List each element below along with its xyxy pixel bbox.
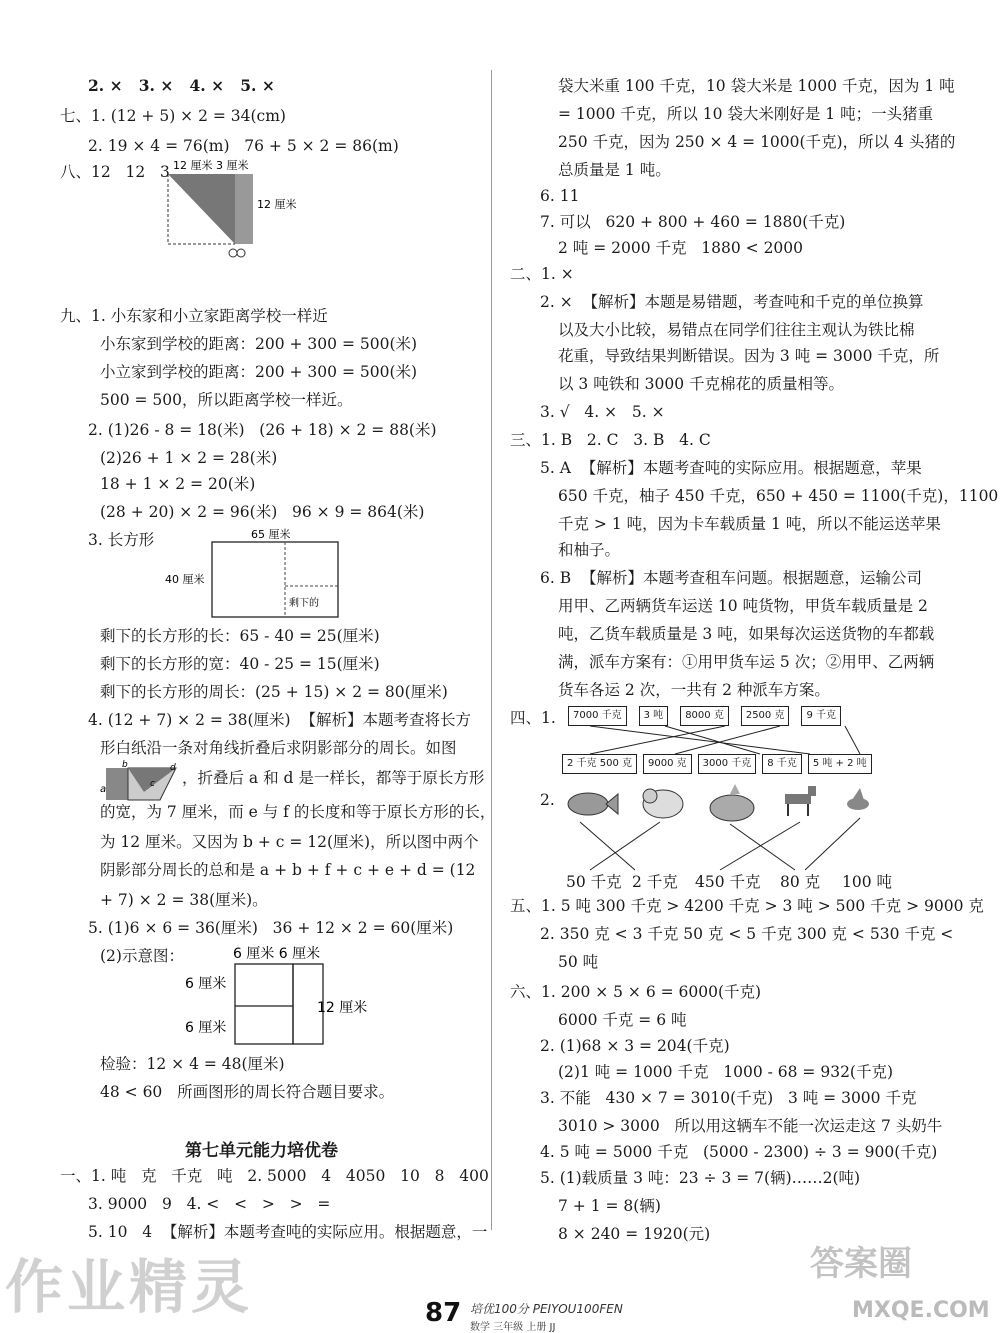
match-box: 7000 千克 (568, 706, 627, 726)
answer-line: + 7) × 2 = 38(厘米)。 (100, 891, 268, 909)
answer-line: 七、1. (12 + 5) × 2 = 34(cm) (60, 107, 286, 125)
answer-line: 的宽，为 7 厘米，而 e 与 f 的长度和等于原长方形的长， (100, 803, 496, 821)
page-number: 87 (425, 1298, 462, 1328)
answer-line: 6000 千克 = 6 吨 (558, 1011, 687, 1029)
match-box: 8000 克 (680, 706, 729, 726)
fold-figure-8 (165, 156, 297, 266)
answer-line: 2. (540, 791, 555, 809)
fig5-right-label: 12 厘米 (317, 1000, 368, 1016)
answer-line: 满，派车方案有：①用甲货车运 5 次；②用甲、乙两辆 (558, 653, 935, 671)
answer-line: 用甲、乙两辆货车运送 10 吨货物，甲货车载质量是 2 (558, 597, 928, 615)
answer-line: 小东家到学校的距离：200 + 300 = 500(米) (100, 335, 418, 353)
answer-line: 九、1. 小东家和小立家距离学校一样近 (60, 307, 328, 325)
answer-line: 5. 10 4 【解析】本题考查吨的实际应用。根据题意，一 (88, 1223, 488, 1241)
answer-line: 7 + 1 = 8(辆) (558, 1197, 661, 1215)
answer-line: (28 + 20) × 2 = 96(米) 96 × 9 = 864(米) (100, 503, 425, 521)
answer-line: 花重，导致结果判断错误。因为 3 吨 = 3000 千克，所 (558, 347, 940, 365)
answer-line: 小立家到学校的距离：200 + 300 = 500(米) (100, 363, 418, 381)
match-box: 2 千克 500 克 (562, 754, 637, 774)
answer-line: 八、12 12 3 (60, 163, 170, 181)
weight-label: 450 千克 (695, 873, 761, 891)
answer-line: 2. 350 克 < 3 千克 50 克 < 5 千克 300 克 < 530 千克 < (540, 925, 954, 943)
answer-line: 和柚子。 (558, 541, 621, 559)
svg-text:b: b (122, 760, 128, 770)
answer-line: 50 吨 (558, 953, 599, 971)
answer-line: 6. B 【解析】本题考查租车问题。根据题意，运输公司 (540, 569, 922, 587)
match-box: 9 千克 (801, 706, 841, 726)
answer-line: (2)1 吨 = 1000 千克 1000 - 68 = 932(千克) (558, 1063, 894, 1081)
answer-line: 5. (1)载质量 3 吨：23 ÷ 3 = 7(辆)……2(吨) (540, 1169, 861, 1187)
watermark-url: MXQE.COM (852, 1298, 990, 1323)
answer-line: 4. 5 吨 = 5000 千克 (5000 - 2300) ÷ 3 = 900(千克) (540, 1143, 938, 1161)
answer-line: 2 吨 = 2000 千克 1880 < 2000 (558, 239, 804, 257)
shaded-triangle (168, 174, 235, 244)
answer-line: 3. 9000 9 4. < < > > = (88, 1195, 331, 1213)
answer-line: (2)示意图： (100, 947, 184, 965)
answer-line: 2. (1)26 - 8 = 18(米) (26 + 18) × 2 = 88(米) (88, 421, 437, 439)
match-lines (560, 726, 890, 756)
answer-line: 3. 不能 430 × 7 = 3010(千克) 3 吨 = 3000 千克 (540, 1089, 917, 1107)
answer-line: 总质量是 1 吨。 (558, 161, 671, 179)
answer-line: 吨，乙货车载质量是 3 吨，如果每次运送货物的车都载 (558, 625, 935, 643)
answer-line: 货车各运 2 次，一共有 2 种派车方案。 (558, 681, 830, 699)
weight-label: 80 克 (780, 873, 821, 891)
answer-line: 4. (12 + 7) × 2 = 38(厘米) 【解析】本题考查将长方 (88, 711, 471, 729)
answer-line: 一、1. 吨 克 千克 吨 2. 5000 4 4050 10 8 400 (60, 1167, 489, 1185)
answer-line: 2. (1)68 × 3 = 204(千克) (540, 1037, 730, 1055)
answer-line: 5. A 【解析】本题考查吨的实际应用。根据题意，苹果 (540, 459, 922, 477)
answer-line: 18 + 1 × 2 = 20(米) (100, 475, 256, 493)
book-info: 数学 三年级 上册 JJ (470, 1322, 556, 1333)
pig-icon (643, 789, 683, 818)
fig8-side-label: 12 厘米 (257, 198, 297, 211)
fish-icon (568, 793, 618, 815)
bird-icon (847, 788, 869, 810)
answer-line: 500 = 500，所以距离学校一样近。 (100, 391, 353, 409)
answer-line: 8 × 240 = 1920(元) (558, 1225, 711, 1243)
shaded-strip (235, 174, 253, 244)
answer-line: 为 12 厘米。又因为 b + c = 12(厘米)，所以图中两个 (100, 833, 479, 851)
answer-line: 2. × 3. × 4. × 5. × (88, 76, 275, 95)
answer-line: 以 3 吨铁和 3000 千克棉花的质量相等。 (558, 375, 845, 393)
match-box: 5 吨 + 2 吨 (808, 754, 872, 774)
watermark-right: 答案圈 (810, 1244, 912, 1284)
match-box: 3000 千克 (698, 754, 757, 774)
answer-line: 剩下的长方形的长：65 - 40 = 25(厘米) (100, 627, 380, 645)
answer-line: 阴影部分周长的总和是 a + b + f + c + e + d = (12 (100, 861, 476, 879)
answer-line: 250 千克，因为 250 × 4 = 1000(千克)，所以 4 头猪的 (558, 133, 956, 151)
answer-line: 千克 > 1 吨，因为卡车载质量 1 吨，所以不能运送苹果 (558, 515, 941, 533)
section-title: 第七单元能力培优卷 (185, 1141, 338, 1161)
rectangle-figure (165, 528, 345, 620)
answer-line: 48 < 60 所画图形的周长符合题目要求。 (100, 1083, 395, 1101)
horse-icon (785, 786, 816, 816)
answer-line: 650 千克，柚子 450 千克，650 + 450 = 1100(千克)，1100 (558, 487, 999, 505)
answer-line: 3010 > 3000 所以用这辆车不能一次运走这 7 头奶牛 (558, 1117, 943, 1135)
match-box: 9000 克 (643, 754, 692, 774)
weight-label: 50 千克 (566, 873, 622, 891)
match-row-top (568, 706, 847, 726)
fig3-top-label: 65 厘米 (251, 528, 291, 541)
answer-line: ，折叠后 a 和 d 是一样长，都等于原长方形 (182, 769, 485, 787)
answer-line: 2. × 【解析】本题是易错题，考查吨和千克的单位换算 (540, 293, 924, 311)
match-box: 3 吨 (639, 706, 669, 726)
answer-line: 6. 11 (540, 187, 580, 205)
answer-line: 剩下的长方形的周长：(25 + 15) × 2 = 80(厘米) (100, 683, 448, 701)
square-figure (185, 940, 385, 1050)
brand-logo: 培优100分 PEIYOU100FEN (470, 1302, 623, 1316)
svg-text:a: a (100, 784, 107, 795)
answer-line: 袋大米重 100 千克，10 袋大米是 1000 千克，因为 1 吨 (558, 77, 955, 95)
column-divider (491, 70, 492, 1230)
answer-line: 剩下的长方形的宽：40 - 25 = 15(厘米) (100, 655, 380, 673)
answer-line: 形白纸沿一条对角线折叠后求阴影部分的周长。如图 (100, 739, 457, 757)
match-box: 8 千克 (762, 754, 802, 774)
match-box: 2500 克 (741, 706, 790, 726)
fold-figure-4 (100, 762, 182, 802)
answer-line: 3. √ 4. × 5. × (540, 403, 665, 421)
fig5-top-label: 6 厘米 6 厘米 (233, 946, 321, 962)
answer-line: 2. 19 × 4 = 76(m) 76 + 5 × 2 = 86(m) (88, 137, 399, 155)
answer-line: 五、1. 5 吨 300 千克 > 4200 千克 > 3 吨 > 500 千克 > 9000 克 (510, 897, 984, 915)
fig3-side-label: 40 厘米 (165, 573, 205, 586)
match-row-bottom (562, 754, 878, 774)
answer-line: 三、1. B 2. C 3. B 4. C (510, 431, 711, 449)
answer-line: 四、1. (510, 709, 556, 727)
answer-line: 7. 可以 620 + 800 + 460 = 1880(千克) (540, 213, 846, 231)
answer-line: 二、1. × (510, 265, 574, 283)
watermark-left: 作业精灵 (5, 1253, 254, 1321)
fig5-left-label-2: 6 厘米 (185, 1020, 227, 1036)
answer-line: 3. 长方形 (88, 531, 155, 549)
weight-label: 100 吨 (842, 873, 893, 891)
svg-text:d: d (170, 763, 176, 773)
whale-icon (710, 784, 754, 821)
answer-line: 以及大小比较，易错点在同学们往往主观认为铁比棉 (558, 321, 915, 339)
svg-text:c: c (150, 779, 155, 789)
answer-line: (2)26 + 1 × 2 = 28(米) (100, 449, 278, 467)
fig5-left-label-1: 6 厘米 (185, 976, 227, 992)
answer-line: 5. (1)6 × 6 = 36(厘米) 36 + 12 × 2 = 60(厘米) (88, 919, 454, 937)
scissors-icon (229, 249, 237, 257)
animal-pictures (560, 782, 890, 872)
answer-line: 六、1. 200 × 5 × 6 = 6000(千克) (510, 983, 762, 1001)
weight-label: 2 千克 (632, 873, 678, 891)
answer-line: = 1000 千克，所以 10 袋大米刚好是 1 吨；一头猪重 (558, 105, 934, 123)
fig8-top-label: 12 厘米 3 厘米 (173, 159, 249, 172)
fig3-inner-label: 剩下的 (289, 598, 319, 609)
answer-line: 检验：12 × 4 = 48(厘米) (100, 1055, 285, 1073)
